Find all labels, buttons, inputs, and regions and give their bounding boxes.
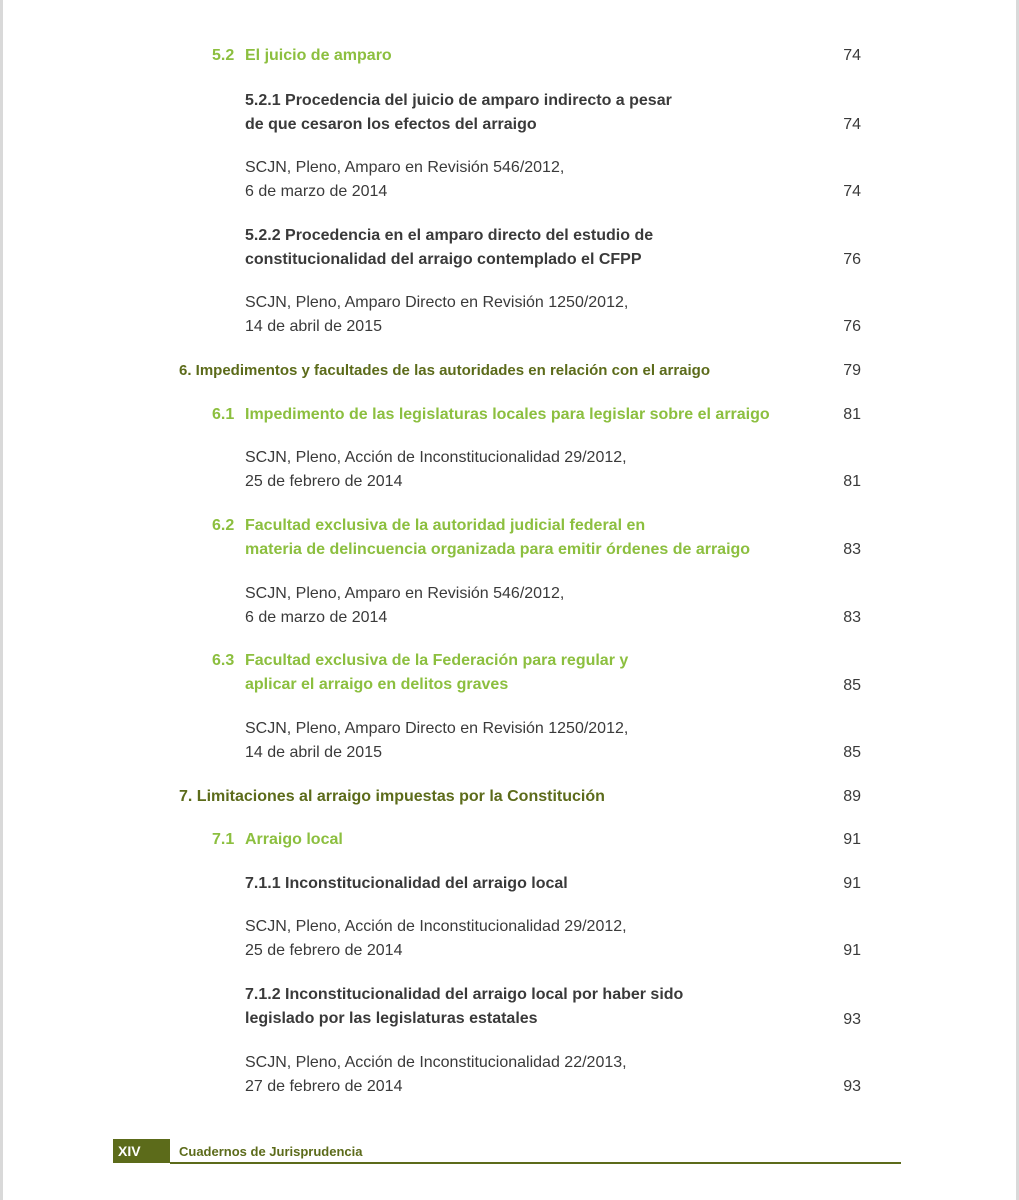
toc-case-reference — [245, 156, 564, 204]
toc-case-reference — [245, 1051, 627, 1099]
toc-section — [212, 44, 392, 68]
page-number: 89 — [843, 788, 861, 805]
page-number: 79 — [843, 362, 861, 379]
toc-case-reference — [245, 915, 627, 963]
page-number: 83 — [843, 609, 861, 626]
case-line1: SCJN, Pleno, Acción de Inconstitucionalidad 29/2012, — [245, 918, 627, 935]
subsection-title-line1: 5.2.2 Procedencia en el amparo directo del estudio de — [245, 227, 654, 244]
section-title-line1: Facultad exclusiva de la Federación para regular y — [245, 652, 629, 669]
case-line1: SCJN, Pleno, Amparo Directo en Revisión 1250/2012, — [245, 294, 629, 311]
case-line1: SCJN, Pleno, Acción de Inconstitucionalidad 22/2013, — [245, 1054, 627, 1071]
page-number: 93 — [843, 1078, 861, 1095]
page-number: 81 — [843, 473, 861, 490]
section-title-line1: Facultad exclusiva de la autoridad judicial federal en — [245, 517, 646, 534]
section-title: Arraigo local — [245, 831, 343, 848]
section-number: 5.2 — [212, 47, 235, 64]
case-line2: 6 de marzo de 2014 — [245, 183, 388, 200]
toc-section — [212, 514, 750, 562]
page-number: 85 — [843, 744, 861, 761]
toc-case-reference — [245, 717, 628, 765]
toc-case-reference — [245, 291, 628, 339]
page-number: 85 — [843, 677, 861, 694]
footer-rule — [170, 1162, 901, 1164]
page-number: 91 — [843, 875, 861, 892]
toc-section — [212, 403, 770, 427]
toc-case-reference — [245, 582, 564, 630]
page-number: 91 — [843, 831, 861, 848]
case-line1: SCJN, Pleno, Amparo en Revisión 546/2012, — [245, 159, 565, 176]
case-line1: SCJN, Pleno, Amparo Directo en Revisión 1250/2012, — [245, 720, 629, 737]
footer-title: Cuadernos de Jurisprudencia — [179, 1144, 363, 1159]
subsection-title-line2: constitucionalidad del arraigo contemplado el CFPP — [245, 251, 642, 268]
subsection-title-line2: legislado por las legislaturas estatales — [245, 1010, 538, 1027]
section-number: 6.1 — [212, 406, 235, 423]
case-line2: 6 de marzo de 2014 — [245, 609, 388, 626]
case-line2: 14 de abril de 2015 — [245, 744, 382, 761]
toc-section — [212, 828, 343, 852]
case-line2: 25 de febrero de 2014 — [245, 942, 403, 959]
section-number: 7.1 — [212, 831, 235, 848]
toc-chapter: 7. Limitaciones al arraigo impuestas por la Constitución — [179, 788, 605, 805]
page-number: 83 — [843, 541, 861, 558]
case-line1: SCJN, Pleno, Amparo en Revisión 546/2012, — [245, 585, 565, 602]
subsection-title-line1: 5.2.1 Procedencia del juicio de amparo indirecto a pesar — [245, 92, 672, 109]
section-title-line2: materia de delincuencia organizada para emitir órdenes de arraigo — [245, 541, 751, 558]
toc-case-reference — [245, 446, 627, 494]
page-number: 76 — [843, 251, 861, 268]
page-number: 74 — [843, 116, 861, 133]
page-number: 91 — [843, 942, 861, 959]
footer-page-label: XIV — [113, 1139, 170, 1163]
toc-subsection — [245, 224, 653, 272]
toc-chapter: 6. Impedimentos y facultades de las autoridades en relación con el arraigo — [179, 362, 711, 379]
case-line2: 25 de febrero de 2014 — [245, 473, 403, 490]
case-line2: 14 de abril de 2015 — [245, 318, 382, 335]
page-number: 74 — [843, 47, 861, 64]
subsection-title-line1: 7.1.2 Inconstitucionalidad del arraigo local por haber sido — [245, 986, 684, 1003]
case-line2: 27 de febrero de 2014 — [245, 1078, 403, 1095]
toc-subsection — [245, 983, 683, 1031]
page-number: 81 — [843, 406, 861, 423]
section-title-line2: aplicar el arraigo en delitos graves — [245, 676, 509, 693]
section-title: Impedimento de las legislaturas locales para legislar sobre el arraigo — [245, 406, 770, 423]
section-number: 6.3 — [212, 652, 235, 669]
toc-section — [212, 649, 628, 697]
case-line1: SCJN, Pleno, Acción de Inconstitucionalidad 29/2012, — [245, 449, 627, 466]
section-title: El juicio de amparo — [245, 47, 392, 64]
page-number: 76 — [843, 318, 861, 335]
page-number: 93 — [843, 1011, 861, 1028]
page-number: 74 — [843, 183, 861, 200]
toc-subsection — [245, 89, 672, 137]
section-number: 6.2 — [212, 517, 235, 534]
subsection-title-line2: de que cesaron los efectos del arraigo — [245, 116, 537, 133]
toc-subsection: 7.1.1 Inconstitucionalidad del arraigo local — [245, 875, 568, 892]
